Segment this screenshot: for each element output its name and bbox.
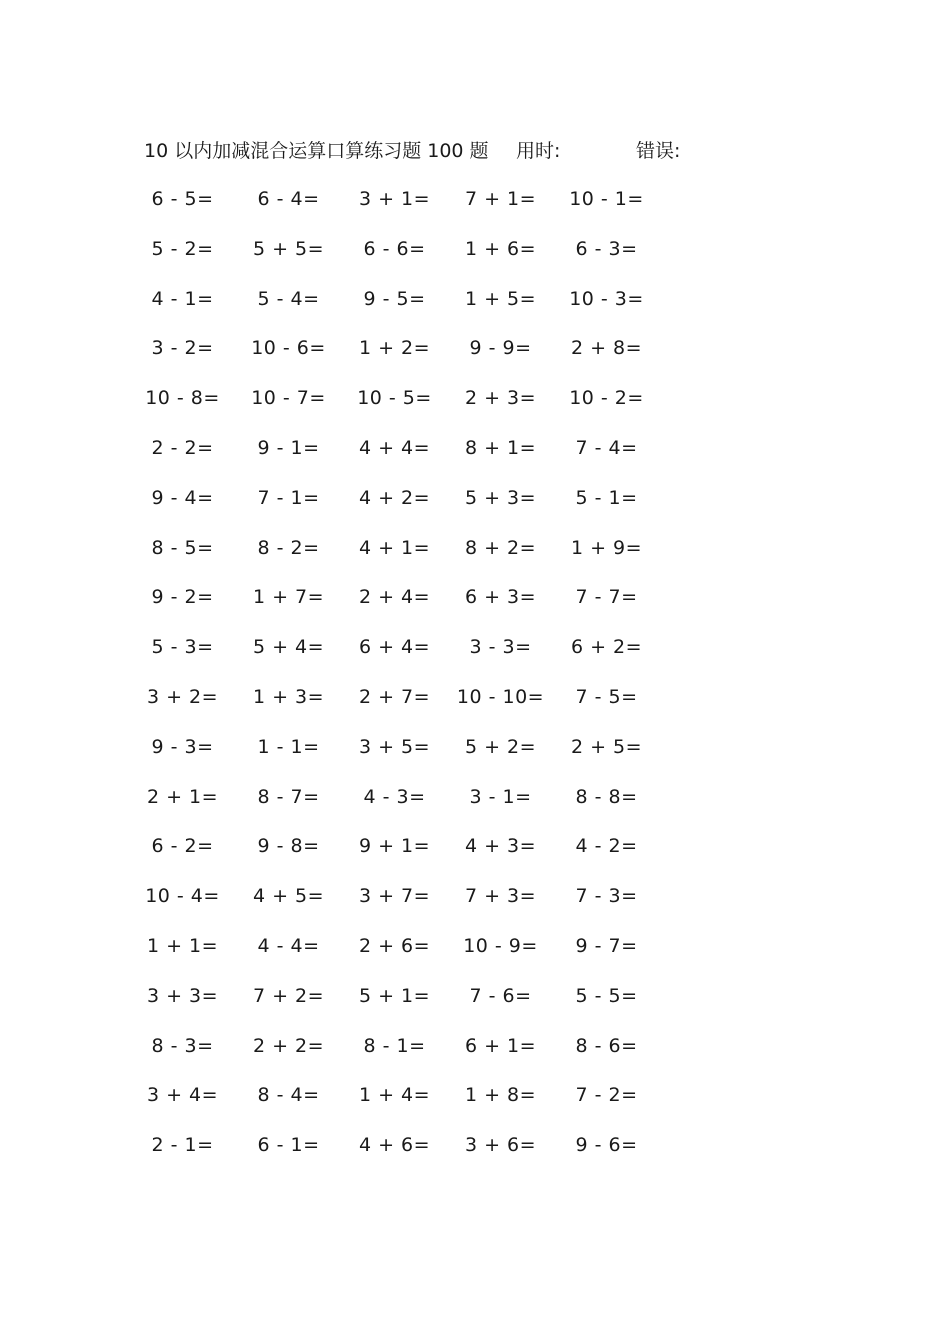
arithmetic-problem: 1 + 3=	[252, 685, 325, 708]
arithmetic-problem: 5 + 1=	[358, 984, 431, 1007]
arithmetic-problem: 9 - 4=	[151, 486, 214, 509]
arithmetic-problem: 3 + 5=	[358, 735, 431, 758]
arithmetic-problem: 6 + 3=	[464, 586, 537, 609]
arithmetic-problem: 8 - 1=	[363, 1034, 426, 1057]
arithmetic-problem: 9 - 6=	[575, 1134, 638, 1157]
arithmetic-problem: 5 - 4=	[257, 287, 320, 310]
arithmetic-problem: 5 + 4=	[252, 636, 325, 659]
arithmetic-problem: 2 - 1=	[151, 1134, 214, 1157]
arithmetic-problem: 4 + 2=	[358, 486, 431, 509]
arithmetic-problem: 4 + 4=	[358, 436, 431, 459]
arithmetic-problem: 7 - 4=	[575, 436, 638, 459]
arithmetic-problem: 1 + 8=	[464, 1084, 537, 1107]
problem-row	[130, 285, 690, 335]
arithmetic-problem: 9 - 1=	[257, 436, 320, 459]
problem-row	[130, 633, 690, 683]
arithmetic-problem: 6 + 1=	[464, 1034, 537, 1057]
arithmetic-problem: 3 + 2=	[146, 685, 219, 708]
problem-row	[130, 185, 690, 235]
problem-row	[130, 334, 690, 384]
arithmetic-problem: 8 - 6=	[575, 1034, 638, 1057]
arithmetic-problem: 1 + 4=	[358, 1084, 431, 1107]
arithmetic-problem: 2 + 1=	[146, 785, 219, 808]
arithmetic-problem: 8 - 4=	[257, 1084, 320, 1107]
arithmetic-problem: 5 - 5=	[575, 984, 638, 1007]
errors-label: 错误:	[636, 140, 681, 162]
arithmetic-problem: 2 + 3=	[464, 387, 537, 410]
arithmetic-problem: 5 + 2=	[464, 735, 537, 758]
arithmetic-problem: 10 - 7=	[251, 387, 326, 410]
arithmetic-problem: 4 + 1=	[358, 536, 431, 559]
arithmetic-problem: 4 - 1=	[151, 287, 214, 310]
arithmetic-problem: 9 - 3=	[151, 735, 214, 758]
problem-row	[130, 484, 690, 534]
worksheet-title: 10 以内加减混合运算口算练习题 100 题	[144, 140, 489, 162]
problem-row	[130, 832, 690, 882]
arithmetic-problem: 3 + 7=	[358, 885, 431, 908]
arithmetic-problem: 5 - 3=	[151, 636, 214, 659]
arithmetic-problem: 6 - 3=	[575, 237, 638, 260]
arithmetic-problem: 7 - 7=	[575, 586, 638, 609]
problem-row	[130, 583, 690, 633]
problem-row	[130, 1032, 690, 1082]
arithmetic-problem: 10 - 1=	[569, 188, 644, 210]
arithmetic-problem: 7 + 1=	[464, 188, 537, 210]
arithmetic-problem: 7 + 2=	[252, 984, 325, 1007]
arithmetic-problem: 5 + 3=	[464, 486, 537, 509]
problem-row	[130, 982, 690, 1032]
arithmetic-problem: 1 + 5=	[464, 287, 537, 310]
arithmetic-problem: 10 - 10=	[456, 685, 545, 708]
arithmetic-problem: 6 - 6=	[363, 237, 426, 260]
arithmetic-problem: 1 + 2=	[358, 337, 431, 360]
problem-row	[130, 683, 690, 733]
arithmetic-problem: 10 - 8=	[145, 387, 220, 410]
arithmetic-problem: 10 - 9=	[463, 934, 538, 957]
problem-row	[130, 434, 690, 484]
arithmetic-problem: 6 - 5=	[151, 188, 214, 210]
arithmetic-problem: 1 + 6=	[464, 237, 537, 260]
arithmetic-problem: 3 - 1=	[469, 785, 532, 808]
arithmetic-problem: 6 - 1=	[257, 1134, 320, 1157]
problem-row	[130, 384, 690, 434]
arithmetic-problem: 5 - 2=	[151, 237, 214, 260]
arithmetic-problem: 1 + 1=	[146, 934, 219, 957]
arithmetic-problem: 7 - 5=	[575, 685, 638, 708]
arithmetic-problem: 6 + 4=	[358, 636, 431, 659]
problem-row	[130, 1081, 690, 1131]
arithmetic-problem: 2 + 6=	[358, 934, 431, 957]
arithmetic-problem: 6 + 2=	[570, 636, 643, 659]
arithmetic-problem: 8 - 2=	[257, 536, 320, 559]
arithmetic-problem: 10 - 6=	[251, 337, 326, 360]
problem-grid	[130, 185, 690, 1181]
problem-row	[130, 783, 690, 833]
arithmetic-problem: 2 + 5=	[570, 735, 643, 758]
arithmetic-problem: 7 - 1=	[257, 486, 320, 509]
arithmetic-problem: 9 - 9=	[469, 337, 532, 360]
arithmetic-problem: 8 - 8=	[575, 785, 638, 808]
arithmetic-problem: 8 - 5=	[151, 536, 214, 559]
arithmetic-problem: 5 - 1=	[575, 486, 638, 509]
arithmetic-problem: 2 + 2=	[252, 1034, 325, 1057]
arithmetic-problem: 8 + 2=	[464, 536, 537, 559]
arithmetic-problem: 3 + 1=	[358, 188, 431, 210]
arithmetic-problem: 8 - 7=	[257, 785, 320, 808]
arithmetic-problem: 10 - 4=	[145, 885, 220, 908]
arithmetic-problem: 3 - 3=	[469, 636, 532, 659]
arithmetic-problem: 5 + 5=	[252, 237, 325, 260]
arithmetic-problem: 8 + 1=	[464, 436, 537, 459]
arithmetic-problem: 9 - 8=	[257, 835, 320, 858]
arithmetic-problem: 4 - 4=	[257, 934, 320, 957]
arithmetic-problem: 10 - 2=	[569, 387, 644, 410]
arithmetic-problem: 4 + 5=	[252, 885, 325, 908]
arithmetic-problem: 7 + 3=	[464, 885, 537, 908]
problem-row	[130, 932, 690, 982]
time-used-label: 用时:	[516, 140, 561, 162]
arithmetic-problem: 10 - 5=	[357, 387, 432, 410]
arithmetic-problem: 1 + 7=	[252, 586, 325, 609]
arithmetic-problem: 7 - 3=	[575, 885, 638, 908]
arithmetic-problem: 2 + 4=	[358, 586, 431, 609]
arithmetic-problem: 3 + 3=	[146, 984, 219, 1007]
arithmetic-problem: 9 - 5=	[363, 287, 426, 310]
problem-row	[130, 235, 690, 285]
arithmetic-problem: 9 + 1=	[358, 835, 431, 858]
worksheet-header	[144, 138, 764, 164]
arithmetic-problem: 2 + 7=	[358, 685, 431, 708]
arithmetic-problem: 2 + 8=	[570, 337, 643, 360]
arithmetic-problem: 4 + 6=	[358, 1134, 431, 1157]
arithmetic-problem: 7 - 2=	[575, 1084, 638, 1107]
problem-row	[130, 733, 690, 783]
arithmetic-problem: 1 + 9=	[570, 536, 643, 559]
arithmetic-problem: 9 - 2=	[151, 586, 214, 609]
problem-row	[130, 534, 690, 584]
arithmetic-problem: 7 - 6=	[469, 984, 532, 1007]
arithmetic-problem: 3 - 2=	[151, 337, 214, 360]
arithmetic-problem: 4 - 3=	[363, 785, 426, 808]
arithmetic-problem: 3 + 4=	[146, 1084, 219, 1107]
arithmetic-problem: 4 - 2=	[575, 835, 638, 858]
arithmetic-problem: 9 - 7=	[575, 934, 638, 957]
problem-row	[130, 882, 690, 932]
arithmetic-problem: 6 - 2=	[151, 835, 214, 858]
arithmetic-problem: 6 - 4=	[257, 188, 320, 210]
problem-row	[130, 1131, 690, 1181]
arithmetic-problem: 4 + 3=	[464, 835, 537, 858]
arithmetic-problem: 2 - 2=	[151, 436, 214, 459]
arithmetic-problem: 10 - 3=	[569, 287, 644, 310]
arithmetic-problem: 1 - 1=	[257, 735, 320, 758]
arithmetic-problem: 3 + 6=	[464, 1134, 537, 1157]
arithmetic-problem: 8 - 3=	[151, 1034, 214, 1057]
